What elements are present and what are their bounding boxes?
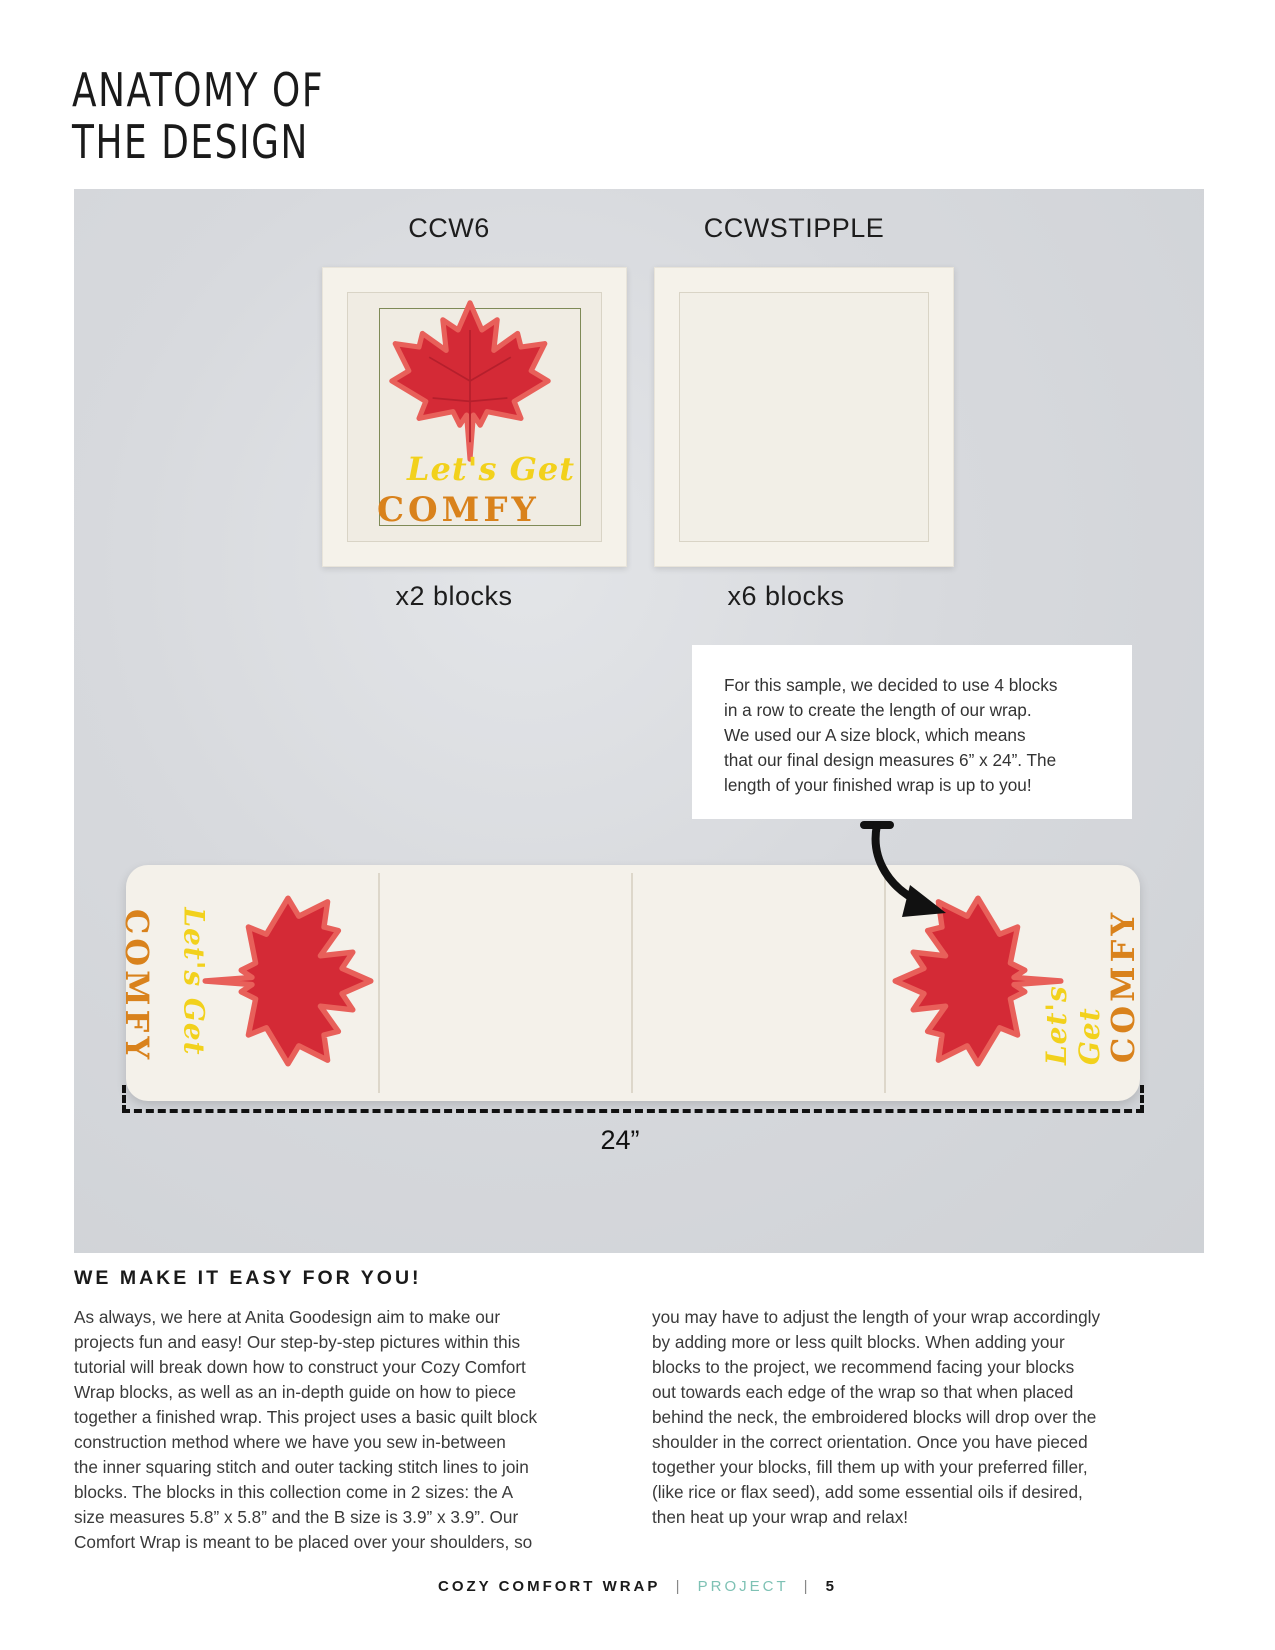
body-line: together your blocks, fill them up with your preferred filler, [652, 1457, 1088, 1477]
wrap-seam [631, 873, 633, 1093]
body-line: As always, we here at Anita Goodesign aim to make our [74, 1307, 501, 1327]
ccwstipple-count: x6 blocks [727, 581, 845, 611]
comfy-text: COMFY [1104, 908, 1143, 1064]
body-line: (like rice or flax seed), add some essential oils if desired, [652, 1482, 1083, 1502]
section-heading: WE MAKE IT EASY FOR YOU! [74, 1267, 422, 1289]
ccw6-block [322, 267, 627, 567]
lets-get-text: Let's Get [407, 450, 576, 488]
wrap-seam [378, 873, 380, 1093]
design-photo [74, 189, 1204, 1253]
sample-callout [692, 645, 1132, 819]
curved-arrow-icon [850, 819, 960, 929]
callout-line: length of your finished wrap is up to you! [724, 775, 1032, 795]
body-line: you may have to adjust the length of your wrap accordingly [652, 1307, 1101, 1327]
footer-section: PROJECT [697, 1578, 789, 1595]
body-line: then heat up your wrap and relax! [652, 1507, 909, 1527]
ccw6-count: x2 blocks [395, 581, 513, 611]
ccwstipple-block [654, 267, 954, 567]
length-dimension-label: 24” [600, 1125, 640, 1155]
footer-separator: | [675, 1578, 683, 1595]
callout-line: We used our A size block, which means [724, 725, 1026, 745]
callout-line: that our final design measures 6” x 24”. The [724, 750, 1057, 770]
body-line: blocks to the project, we recommend facing your blocks [652, 1357, 1075, 1377]
maple-leaf-icon [198, 891, 378, 1071]
body-line: blocks. The blocks in this collection come in 2 sizes: the A [74, 1482, 514, 1502]
body-line: projects fun and easy! Our step-by-step pictures within this [74, 1332, 521, 1352]
body-text-right [652, 1305, 1192, 1530]
body-line: the inner squaring stitch and outer tacking stitch lines to join [74, 1457, 529, 1477]
body-line: Wrap blocks, as well as an in-depth guide on how to piece [74, 1382, 517, 1402]
lets-get-text: Let's Get [177, 907, 211, 1056]
body-line: out towards each edge of the wrap so that when placed [652, 1382, 1074, 1402]
maple-leaf-icon [385, 296, 555, 466]
comfy-text: COMFY [118, 908, 157, 1064]
callout-line: For this sample, we decided to use 4 blocks [724, 675, 1058, 695]
body-line: construction method where we have you sew in-between [74, 1432, 506, 1452]
body-line: shoulder in the correct orientation. Once you have pieced [652, 1432, 1088, 1452]
page-title-line-2: THE DESIGN [72, 115, 309, 169]
footer-title: COZY COMFORT WRAP [438, 1578, 661, 1595]
page-title-line-1: ANATOMY OF [72, 63, 325, 117]
body-line: behind the neck, the embroidered blocks will drop over the [652, 1407, 1097, 1427]
page-number: 5 [825, 1578, 837, 1595]
ccw6-label: CCW6 [408, 213, 490, 243]
body-line: together a finished wrap. This project uses a basic quilt block [74, 1407, 538, 1427]
page-title [72, 64, 540, 168]
body-line: size measures 5.8” x 5.8” and the B size is 3.9” x 3.9”. Our [74, 1507, 519, 1527]
length-dimension-line [122, 1085, 1144, 1113]
body-line: by adding more or less quilt blocks. When adding your [652, 1332, 1065, 1352]
body-line: tutorial will break down how to construct your Cozy Comfort [74, 1357, 526, 1377]
page-footer [0, 1578, 1275, 1595]
comfy-text: COMFY [377, 490, 540, 530]
finished-wrap [118, 865, 1143, 1101]
callout-line: in a row to create the length of our wrap. [724, 700, 1032, 720]
stipple-quilt-area [679, 292, 929, 542]
body-line: Comfort Wrap is meant to be placed over your shoulders, so [74, 1532, 533, 1552]
footer-separator: | [803, 1578, 811, 1595]
body-text-left [74, 1305, 614, 1555]
ccwstipple-label: CCWSTIPPLE [703, 213, 885, 243]
lets-get-text: Let's Get [1040, 985, 1106, 1065]
